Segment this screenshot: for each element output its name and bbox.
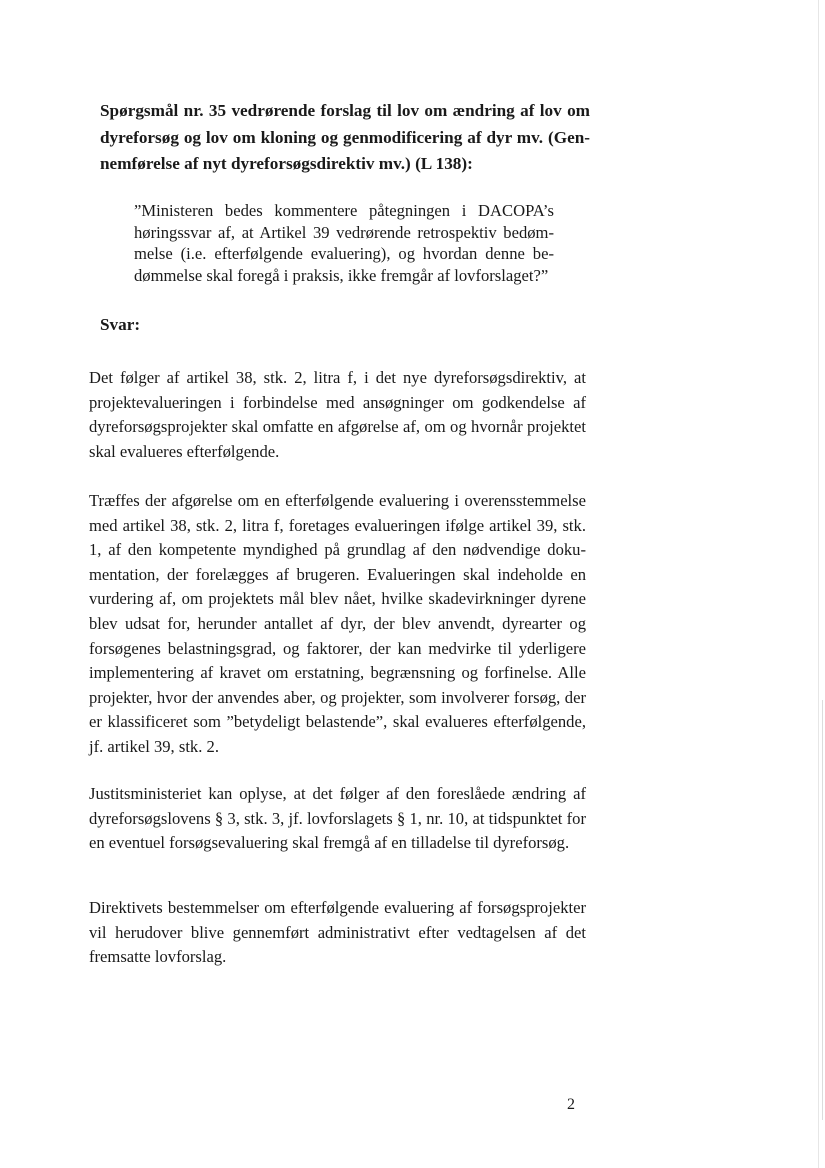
answer-label: Svar: — [100, 315, 141, 334]
scan-edge-line — [818, 0, 819, 1168]
scan-edge-line-secondary — [822, 700, 823, 1120]
answer-paragraph-3: Justitsministeriet kan oplyse, at det følger af den foreslåede ændring af dyreforsøgslovens § 3, stk. 3, jf. lovforslagets § 1, nr. 10, at tidspunktet for en eventuel forsøgsevaluering skal fremgå af en tilladelse til dyreforsøg. — [89, 784, 586, 853]
question-heading: Spørgsmål nr. 35 vedrørende forslag til lov om ændring af lov om dyreforsøg og lov om kloning og genmodificering af dyr mv. (Gennemførelse af nyt dyreforsøgsdirektiv mv.) (L 138): — [100, 101, 590, 173]
answer-paragraph-2: Træffes der afgørelse om en efterfølgende evaluering i overensstemmelse med artikel 38, stk. 2, litra f, foretages evalueringen ifølge artikel 39, stk. 1, af den kompetente myndighed på grundlag af den nødvendige dokumentation, der forelægges af brugeren. Evalueringen skal indeholde en vurdering af, om projektets mål blev nået, hvilke skadevirkninger dyrene blev udsat for, herunder antallet af dyr, der blev anvendt, dyrearter og forsøgenes belastningsgrad, og faktorer, der kan medvirke til yderligere implementering af kravet om erstatning, begrænsning og forfinelse. Alle projekter, hvor der anvendes aber, og projekter, som involverer forsøg, der er klassificeret som ”betydeligt belastende”, skal evalueres efterfølgende, jf. artikel 39, stk. 2. — [89, 491, 586, 756]
page-number: 2 — [567, 1096, 575, 1113]
question-quote: ”Ministeren bedes kommentere påtegningen i DACOPA’s høringssvar af, at Artikel 39 vedrørende retrospektiv bedømmelse (i.e. efterfølgende evaluering), og hvordan denne bedømmelse skal foregå i praksis, ikke fremgår af lovforslaget?” — [134, 201, 554, 286]
answer-paragraph-4: Direktivets bestemmelser om efterfølgende evaluering af forsøgsprojekter vil herudover blive gennemført administrativt efter vedtagelsen af det fremsatte lovforslag. — [89, 898, 586, 967]
answer-paragraph-1: Det følger af artikel 38, stk. 2, litra f, i det nye dyreforsøgsdirektiv, at projektevalueringen i forbindelse med ansøgninger om godkendelse af dyreforsøgsprojekter skal omfatte en afgørelse af, om og hvornår projektet skal evalueres efterfølgende. — [89, 368, 586, 461]
